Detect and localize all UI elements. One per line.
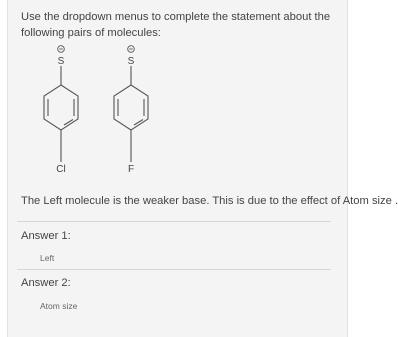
- statement-text: The Left molecule is the weaker base. This is due to the effect of Atom size .: [21, 195, 398, 207]
- molecules-figure: [20, 40, 210, 180]
- answer-2-dropdown[interactable]: Atom size: [40, 301, 78, 311]
- right-substituent-label: F: [127, 164, 135, 175]
- divider: [17, 221, 331, 222]
- right-sulfur-label: S: [127, 56, 135, 67]
- left-substituent-label: Cl: [56, 164, 66, 175]
- answer-1-label: Answer 1:: [21, 230, 71, 242]
- left-sulfur-label: S: [57, 56, 65, 67]
- answer-2-label: Answer 2:: [21, 277, 71, 289]
- instructions-text: Use the dropdown menus to complete the statement about the following pairs of molecules:: [21, 11, 331, 39]
- answer-1-dropdown[interactable]: Left: [40, 253, 55, 263]
- divider: [17, 269, 331, 270]
